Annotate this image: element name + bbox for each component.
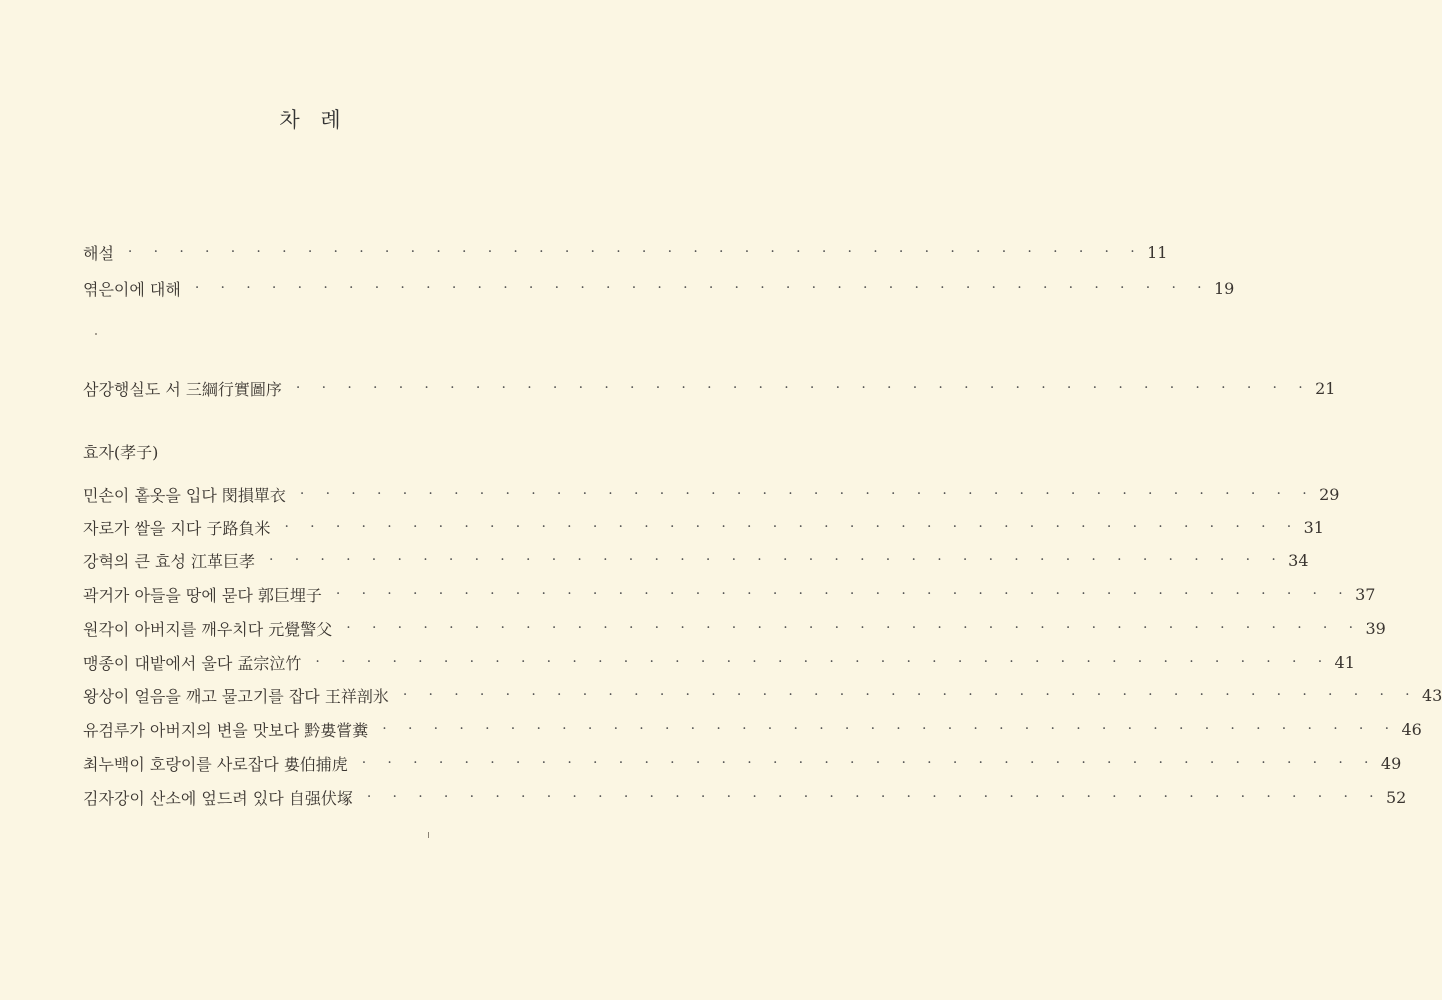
toc-entry[interactable] <box>83 546 1309 574</box>
toc-entry[interactable] <box>83 614 1386 642</box>
toc-leader-dots: · · · · · · · · · · · · · · · · · · · · · · · · · · · · · · · · · · · · · · · · <box>299 486 1316 502</box>
toc-leader-dots: · · · · · · · · · · · · · · · · · · · · · · · · · · · · · · · · · · · · · · · · <box>402 687 1418 703</box>
toc-entry-label: 자로가 쌀을 지다 子路負米 <box>83 518 271 538</box>
toc-entry-label: 삼강행실도 서 三綱行實圖序 <box>83 379 282 399</box>
toc-entry-page: 43 <box>1422 685 1442 705</box>
toc-entry-label: 최누백이 호랑이를 사로잡다 婁伯捕虎 <box>83 754 348 774</box>
toc-entry-page: 39 <box>1365 618 1386 638</box>
page-title: 차 례 <box>279 108 348 132</box>
section-heading: 효자(孝子) <box>83 443 159 462</box>
toc-entry-page: 11 <box>1147 242 1168 262</box>
toc-entry-label: 김자강이 산소에 엎드려 있다 自强伏塚 <box>83 788 353 808</box>
toc-entry-label: 민손이 홑옷을 입다 閔損單衣 <box>83 485 286 505</box>
toc-entry[interactable] <box>83 715 1422 743</box>
paper-speck <box>428 832 429 838</box>
toc-entry-label: 곽거가 아들을 땅에 묻다 郭巨埋子 <box>83 585 322 605</box>
toc-entry[interactable] <box>83 513 1324 541</box>
toc-entry-page: 19 <box>1214 278 1235 298</box>
toc-leader-dots: · · · · · · · · · · · · · · · · · · · · · · · · · · · · · · · · · · · · · · · · <box>127 244 1144 260</box>
toc-entry-label: 왕상이 얼음을 깨고 물고기를 잡다 王祥剖氷 <box>83 686 389 706</box>
toc-entry[interactable] <box>83 749 1402 777</box>
toc-entry-label: 해설 <box>83 243 114 263</box>
toc-entry[interactable] <box>83 274 1235 302</box>
paper-speck <box>95 333 97 335</box>
toc-entry-label: 강혁의 큰 효성 江革巨孝 <box>83 551 255 571</box>
toc-entry[interactable] <box>83 374 1336 402</box>
toc-entry[interactable] <box>83 580 1376 608</box>
toc-leader-dots: · · · · · · · · · · · · · · · · · · · · · · · · · · · · · · · · · · · · · · · · <box>295 380 1312 396</box>
toc-entry-page: 37 <box>1355 584 1376 604</box>
toc-entry-page: 49 <box>1380 753 1402 773</box>
toc-entry-page: 34 <box>1288 550 1309 570</box>
toc-leader-dots: · · · · · · · · · · · · · · · · · · · · · · · · · · · · · · · · · · · · · · · · <box>194 280 1210 296</box>
toc-leader-dots: · · · · · · · · · · · · · · · · · · · · · · · · · · · · · · · · · · · · · · · · <box>366 789 1382 805</box>
toc-entry-page: 41 <box>1334 652 1355 672</box>
toc-leader-dots: · · · · · · · · · · · · · · · · · · · · · · · · · · · · · · · · · · · · · · · · <box>335 586 1352 602</box>
toc-leader-dots: · · · · · · · · · · · · · · · · · · · · · · · · · · · · · · · · · · · · · · · · <box>382 721 1398 737</box>
toc-entry-page: 46 <box>1401 719 1422 739</box>
toc-entry-page: 21 <box>1315 378 1336 398</box>
toc-entry-page: 52 <box>1386 787 1407 807</box>
toc-entry-label: 엮은이에 대해 <box>83 279 181 299</box>
toc-entry[interactable] <box>83 783 1407 811</box>
toc-entry[interactable] <box>83 648 1355 676</box>
toc-leader-dots: · · · · · · · · · · · · · · · · · · · · · · · · · · · · · · · · · · · · · · · · <box>315 654 1331 670</box>
toc-leader-dots: · · · · · · · · · · · · · · · · · · · · · · · · · · · · · · · · · · · · · · · · <box>269 552 1285 568</box>
toc-leader-dots: · · · · · · · · · · · · · · · · · · · · · · · · · · · · · · · · · · · · · · · · <box>346 620 1362 636</box>
toc-entry-page: 29 <box>1319 484 1340 504</box>
toc-leader-dots: · · · · · · · · · · · · · · · · · · · · · · · · · · · · · · · · · · · · · · · · <box>361 755 1377 771</box>
toc-entry[interactable] <box>83 480 1340 508</box>
toc-entry-page: 31 <box>1303 517 1324 537</box>
toc-entry[interactable] <box>83 681 1442 709</box>
toc-entry[interactable] <box>83 238 1168 266</box>
toc-entry-label: 맹종이 대밭에서 울다 孟宗泣竹 <box>83 653 302 673</box>
toc-leader-dots: · · · · · · · · · · · · · · · · · · · · · · · · · · · · · · · · · · · · · · · · <box>284 519 1300 535</box>
toc-entry-label: 원각이 아버지를 깨우치다 元覺警父 <box>83 619 333 639</box>
toc-entry-label: 유검루가 아버지의 변을 맛보다 黔婁嘗糞 <box>83 720 369 740</box>
